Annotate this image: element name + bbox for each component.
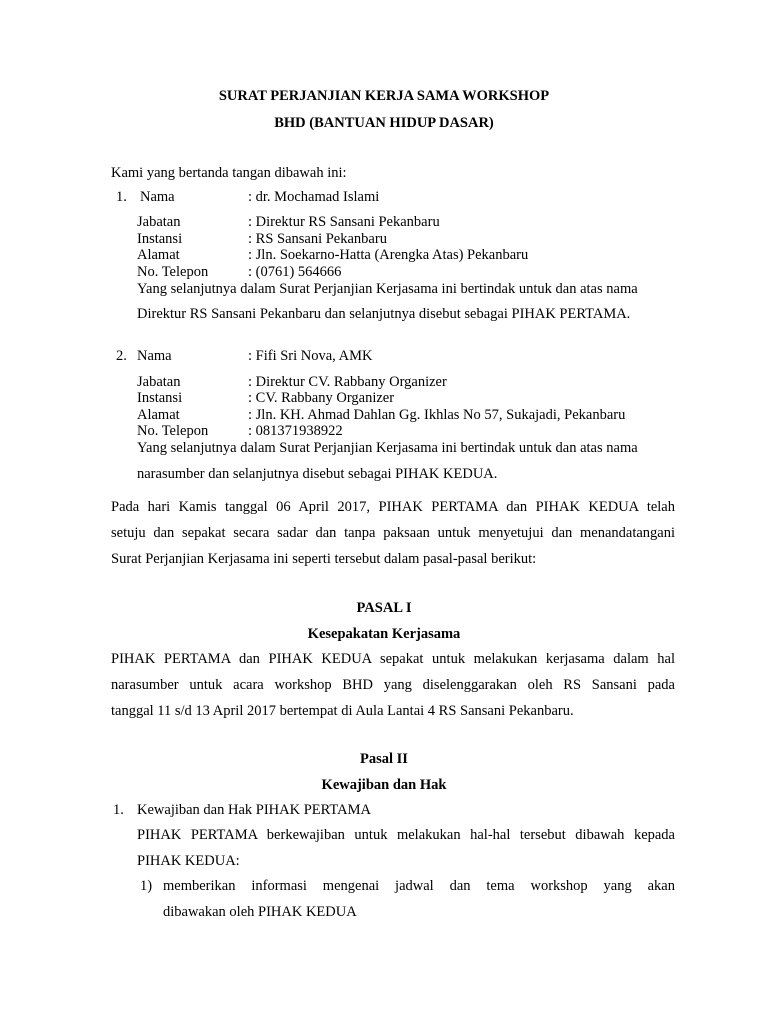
party2-alamat-label: Alamat <box>137 407 180 423</box>
pasal2-subheading: Kewajiban dan Hak <box>321 777 447 793</box>
pasal2-sub1-line-1: memberikan informasi mengenai jadwal dan tema workshop yang akan <box>163 878 675 894</box>
party2-number: 2. <box>116 348 127 364</box>
party1-telepon-value: : (0761) 564666 <box>248 264 342 280</box>
party1-jabatan-label: Jabatan <box>137 214 181 230</box>
party1-name-label: Nama <box>140 189 175 205</box>
pasal2-item1-title: Kewajiban dan Hak PIHAK PERTAMA <box>137 802 371 818</box>
title-line-2: BHD (BANTUAN HIDUP DASAR) <box>274 115 494 131</box>
pasal2-sub1-number: 1) <box>140 878 153 894</box>
pasal1-line-2: narasumber untuk acara workshop BHD yang diselenggarakan oleh RS Sansani pada <box>111 677 675 693</box>
pasal2-item1-line-1: PIHAK PERTAMA berkewajiban untuk melakukan hal-hal tersebut dibawah kepada <box>137 827 675 843</box>
pasal2-sub1-line-2: dibawakan oleh PIHAK KEDUA <box>163 904 357 920</box>
pasal1-line-3: tanggal 11 s/d 13 April 2017 bertempat di Aula Lantai 4 RS Sansani Pekanbaru. <box>111 703 574 719</box>
party1-alamat-label: Alamat <box>137 247 180 263</box>
party1-alamat-value: : Jln. Soekarno-Hatta (Arengka Atas) Pekanbaru <box>248 247 529 263</box>
pasal2-item1-line-2: PIHAK KEDUA: <box>137 853 240 869</box>
intro-text: Kami yang bertanda tangan dibawah ini: <box>111 165 347 181</box>
party1-desc-line-1: Yang selanjutnya dalam Surat Perjanjian Kerjasama ini bertindak untuk dan atas nama <box>137 281 638 297</box>
party2-desc-line-1: Yang selanjutnya dalam Surat Perjanjian Kerjasama ini bertindak untuk dan atas nama <box>137 440 638 456</box>
party2-jabatan-value: : Direktur CV. Rabbany Organizer <box>248 374 447 390</box>
agreement-line-1: Pada hari Kamis tanggal 06 April 2017, PIHAK PERTAMA dan PIHAK KEDUA telah <box>111 499 675 515</box>
party1-number: 1. <box>116 189 127 205</box>
party2-instansi-label: Instansi <box>137 390 183 406</box>
party1-instansi-value: : RS Sansani Pekanbaru <box>248 231 387 247</box>
title-line-1: SURAT PERJANJIAN KERJA SAMA WORKSHOP <box>218 88 550 104</box>
party1-desc-line-2: Direktur RS Sansani Pekanbaru dan selanjutnya disebut sebagai PIHAK PERTAMA. <box>137 306 631 322</box>
agreement-line-2: setuju dan sepakat secara sadar dan tanpa paksaan untuk menyetujui dan menandatangani <box>111 525 675 541</box>
party2-telepon-label: No. Telepon <box>137 423 209 439</box>
party2-instansi-value: : CV. Rabbany Organizer <box>248 390 395 406</box>
pasal2-heading: Pasal II <box>360 751 408 767</box>
party2-telepon-value: : 081371938922 <box>248 423 343 439</box>
party2-name-value: : Fifi Sri Nova, AMK <box>248 348 373 364</box>
pasal2-item1-number: 1. <box>113 802 124 818</box>
agreement-line-3: Surat Perjanjian Kerjasama ini seperti tersebut dalam pasal-pasal berikut: <box>111 551 537 567</box>
party2-jabatan-label: Jabatan <box>137 374 181 390</box>
party1-telepon-label: No. Telepon <box>137 264 209 280</box>
pasal1-line-1: PIHAK PERTAMA dan PIHAK KEDUA sepakat untuk melakukan kerjasama dalam hal <box>111 651 675 667</box>
party2-desc-line-2: narasumber dan selanjutnya disebut sebagai PIHAK KEDUA. <box>137 466 498 482</box>
party2-name-label: Nama <box>137 348 172 364</box>
pasal1-heading: PASAL I <box>356 600 412 616</box>
party1-instansi-label: Instansi <box>137 231 183 247</box>
party2-alamat-value: : Jln. KH. Ahmad Dahlan Gg. Ikhlas No 57, Sukajadi, Pekanbaru <box>248 407 626 423</box>
party1-jabatan-value: : Direktur RS Sansani Pekanbaru <box>248 214 440 230</box>
party1-name-value: : dr. Mochamad Islami <box>248 189 380 205</box>
pasal1-subheading: Kesepakatan Kerjasama <box>307 626 461 642</box>
